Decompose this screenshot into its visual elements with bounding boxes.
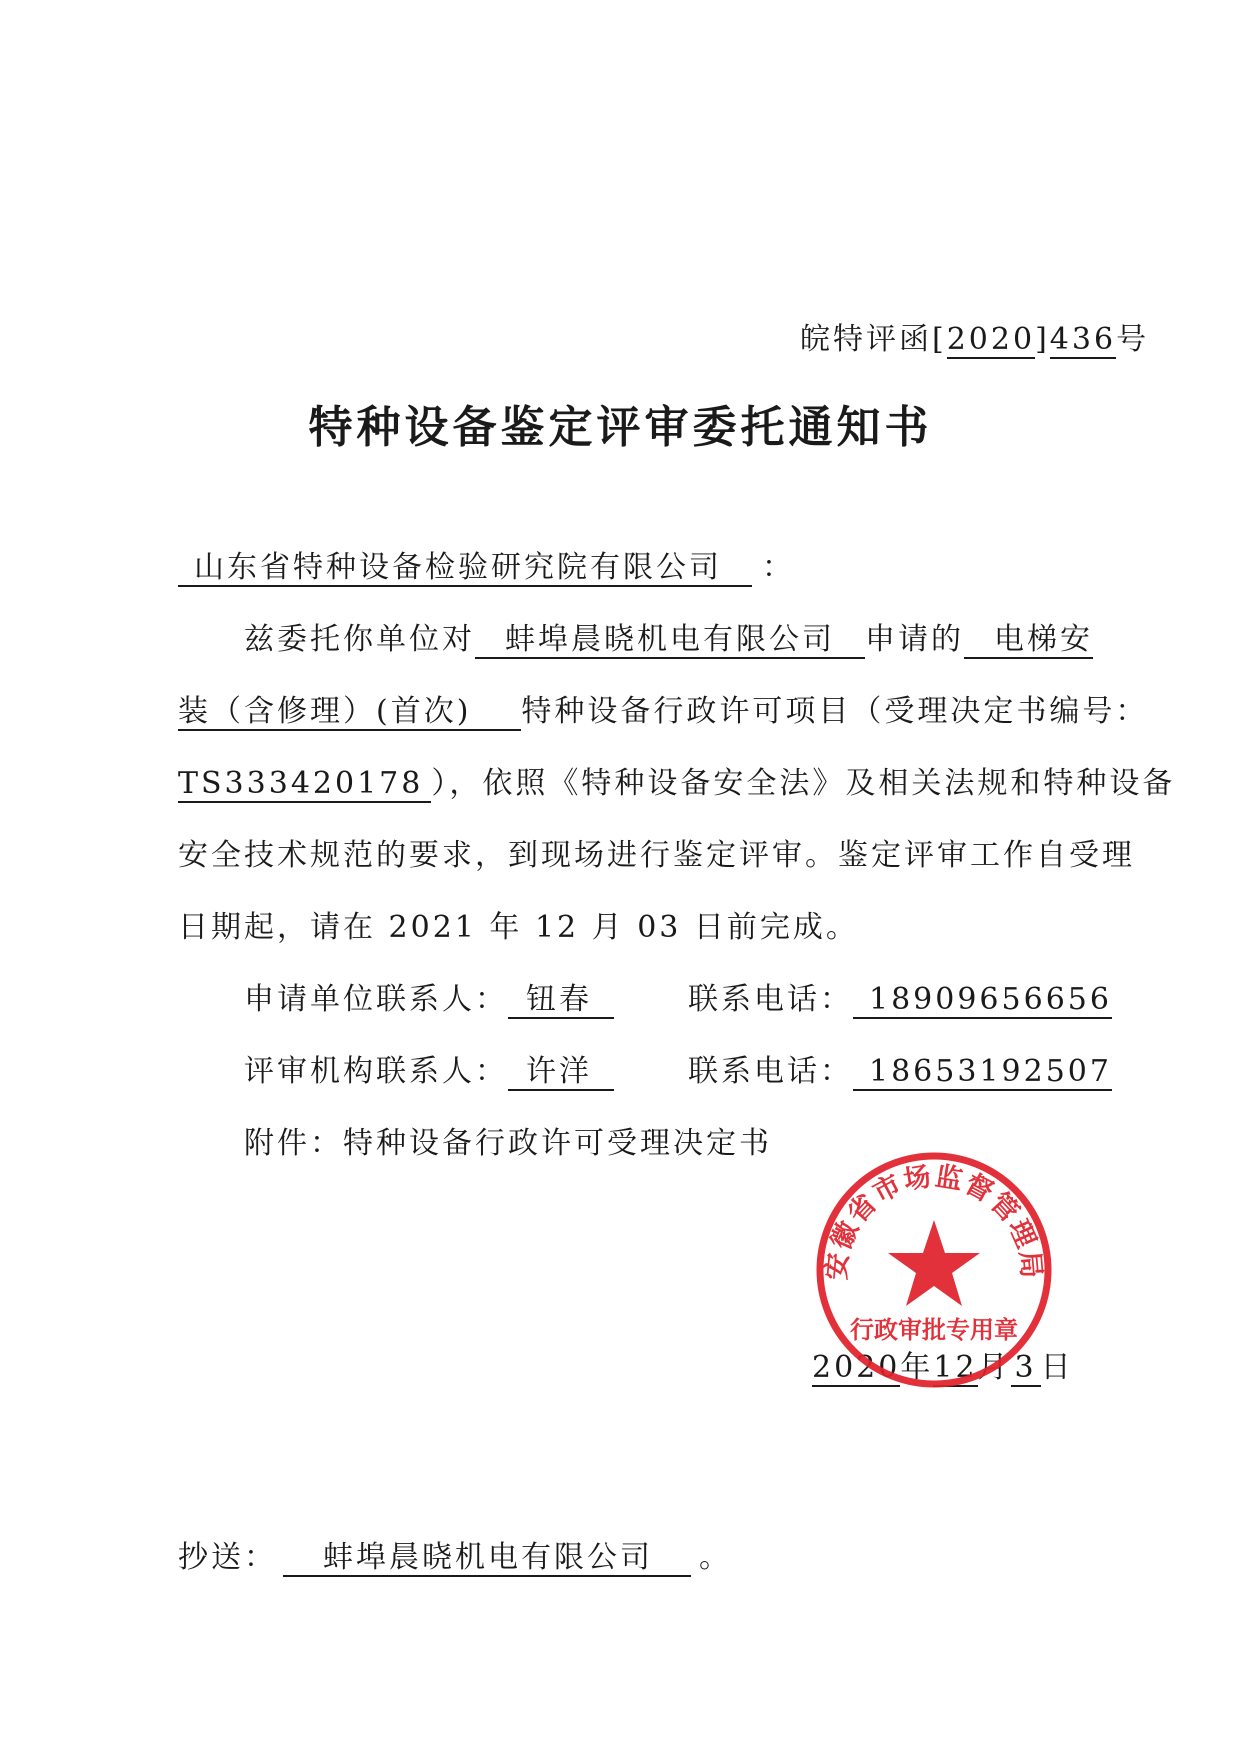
date-day-unit: 日	[1040, 1350, 1074, 1385]
applicant-contact-line	[244, 980, 614, 1020]
attachment-line: 附件：特种设备行政许可受理决定书	[244, 1126, 772, 1161]
date-year-unit: 年	[900, 1350, 934, 1385]
seal-outer-text: 安徽省市场监督管理局	[821, 1160, 1047, 1282]
applicant-phone-line	[688, 980, 1112, 1020]
doc-number-prefix: 皖特评函[	[800, 322, 947, 357]
cc-recipient: 蚌埠晨晓机电有限公司	[283, 1541, 691, 1577]
body-line-5: 日期起，请在 2021 年 12 月 03 日前完成。	[178, 910, 859, 945]
body-text: 申请的	[865, 622, 964, 657]
permit-item: 电梯安	[964, 623, 1093, 659]
body-text: 特种设备行政许可项目（受理决定书编号：	[521, 694, 1149, 729]
date-year: 2020	[812, 1350, 901, 1385]
body-line-4: 安全技术规范的要求，到现场进行鉴定评审。鉴定评审工作自受理	[178, 838, 1135, 873]
doc-number-bracket: ]	[1035, 322, 1050, 357]
official-seal	[814, 1150, 1054, 1390]
body-line-2	[178, 692, 1149, 732]
recipient-name: 山东省特种设备检验研究院有限公司	[178, 551, 752, 587]
applicant-phone-label: 联系电话：	[688, 982, 853, 1017]
reviewer-phone-label: 联系电话：	[688, 1054, 853, 1089]
applicant-company: 蚌埠晨晓机电有限公司	[475, 623, 865, 659]
reviewer-contact-line	[244, 1052, 614, 1092]
doc-number-suffix: 号	[1116, 322, 1150, 357]
body-line-3	[178, 764, 1176, 804]
document-title: 特种设备鉴定评审委托通知书	[308, 402, 933, 453]
cc-end: 。	[699, 1540, 732, 1575]
date-month-unit: 月	[977, 1350, 1011, 1385]
body-text: 兹委托你单位对	[244, 622, 475, 657]
cc-label: 抄送：	[178, 1540, 277, 1575]
body-text: ），依照《特种设备安全法》及相关法规和特种设备	[431, 766, 1176, 801]
body-line-1	[244, 620, 1184, 660]
star-icon	[888, 1220, 980, 1306]
applicant-contact-name: 钮春	[508, 983, 614, 1019]
applicant-contact-label: 申请单位联系人：	[244, 982, 508, 1017]
reviewer-phone: 18653192507	[853, 1055, 1112, 1091]
reviewer-contact-label: 评审机构联系人：	[244, 1054, 508, 1089]
date-month: 12	[933, 1350, 978, 1385]
document-number	[800, 320, 1149, 360]
applicant-phone: 18909656656	[853, 983, 1112, 1019]
permit-item-cont: 装（含修理）(首次)	[178, 695, 521, 731]
seal-inner-text: 行政审批专用章	[850, 1316, 1018, 1344]
reviewer-phone-line	[688, 1052, 1112, 1092]
doc-number-value: 436	[1049, 322, 1117, 357]
recipient-colon: ：	[762, 550, 795, 585]
doc-number-year: 2020	[946, 322, 1036, 357]
reviewer-contact-name: 许洋	[508, 1055, 614, 1091]
date-day: 3	[1011, 1351, 1041, 1387]
recipient-line	[178, 548, 795, 588]
cc-line	[178, 1538, 732, 1578]
decision-code: TS333420178	[178, 767, 431, 803]
